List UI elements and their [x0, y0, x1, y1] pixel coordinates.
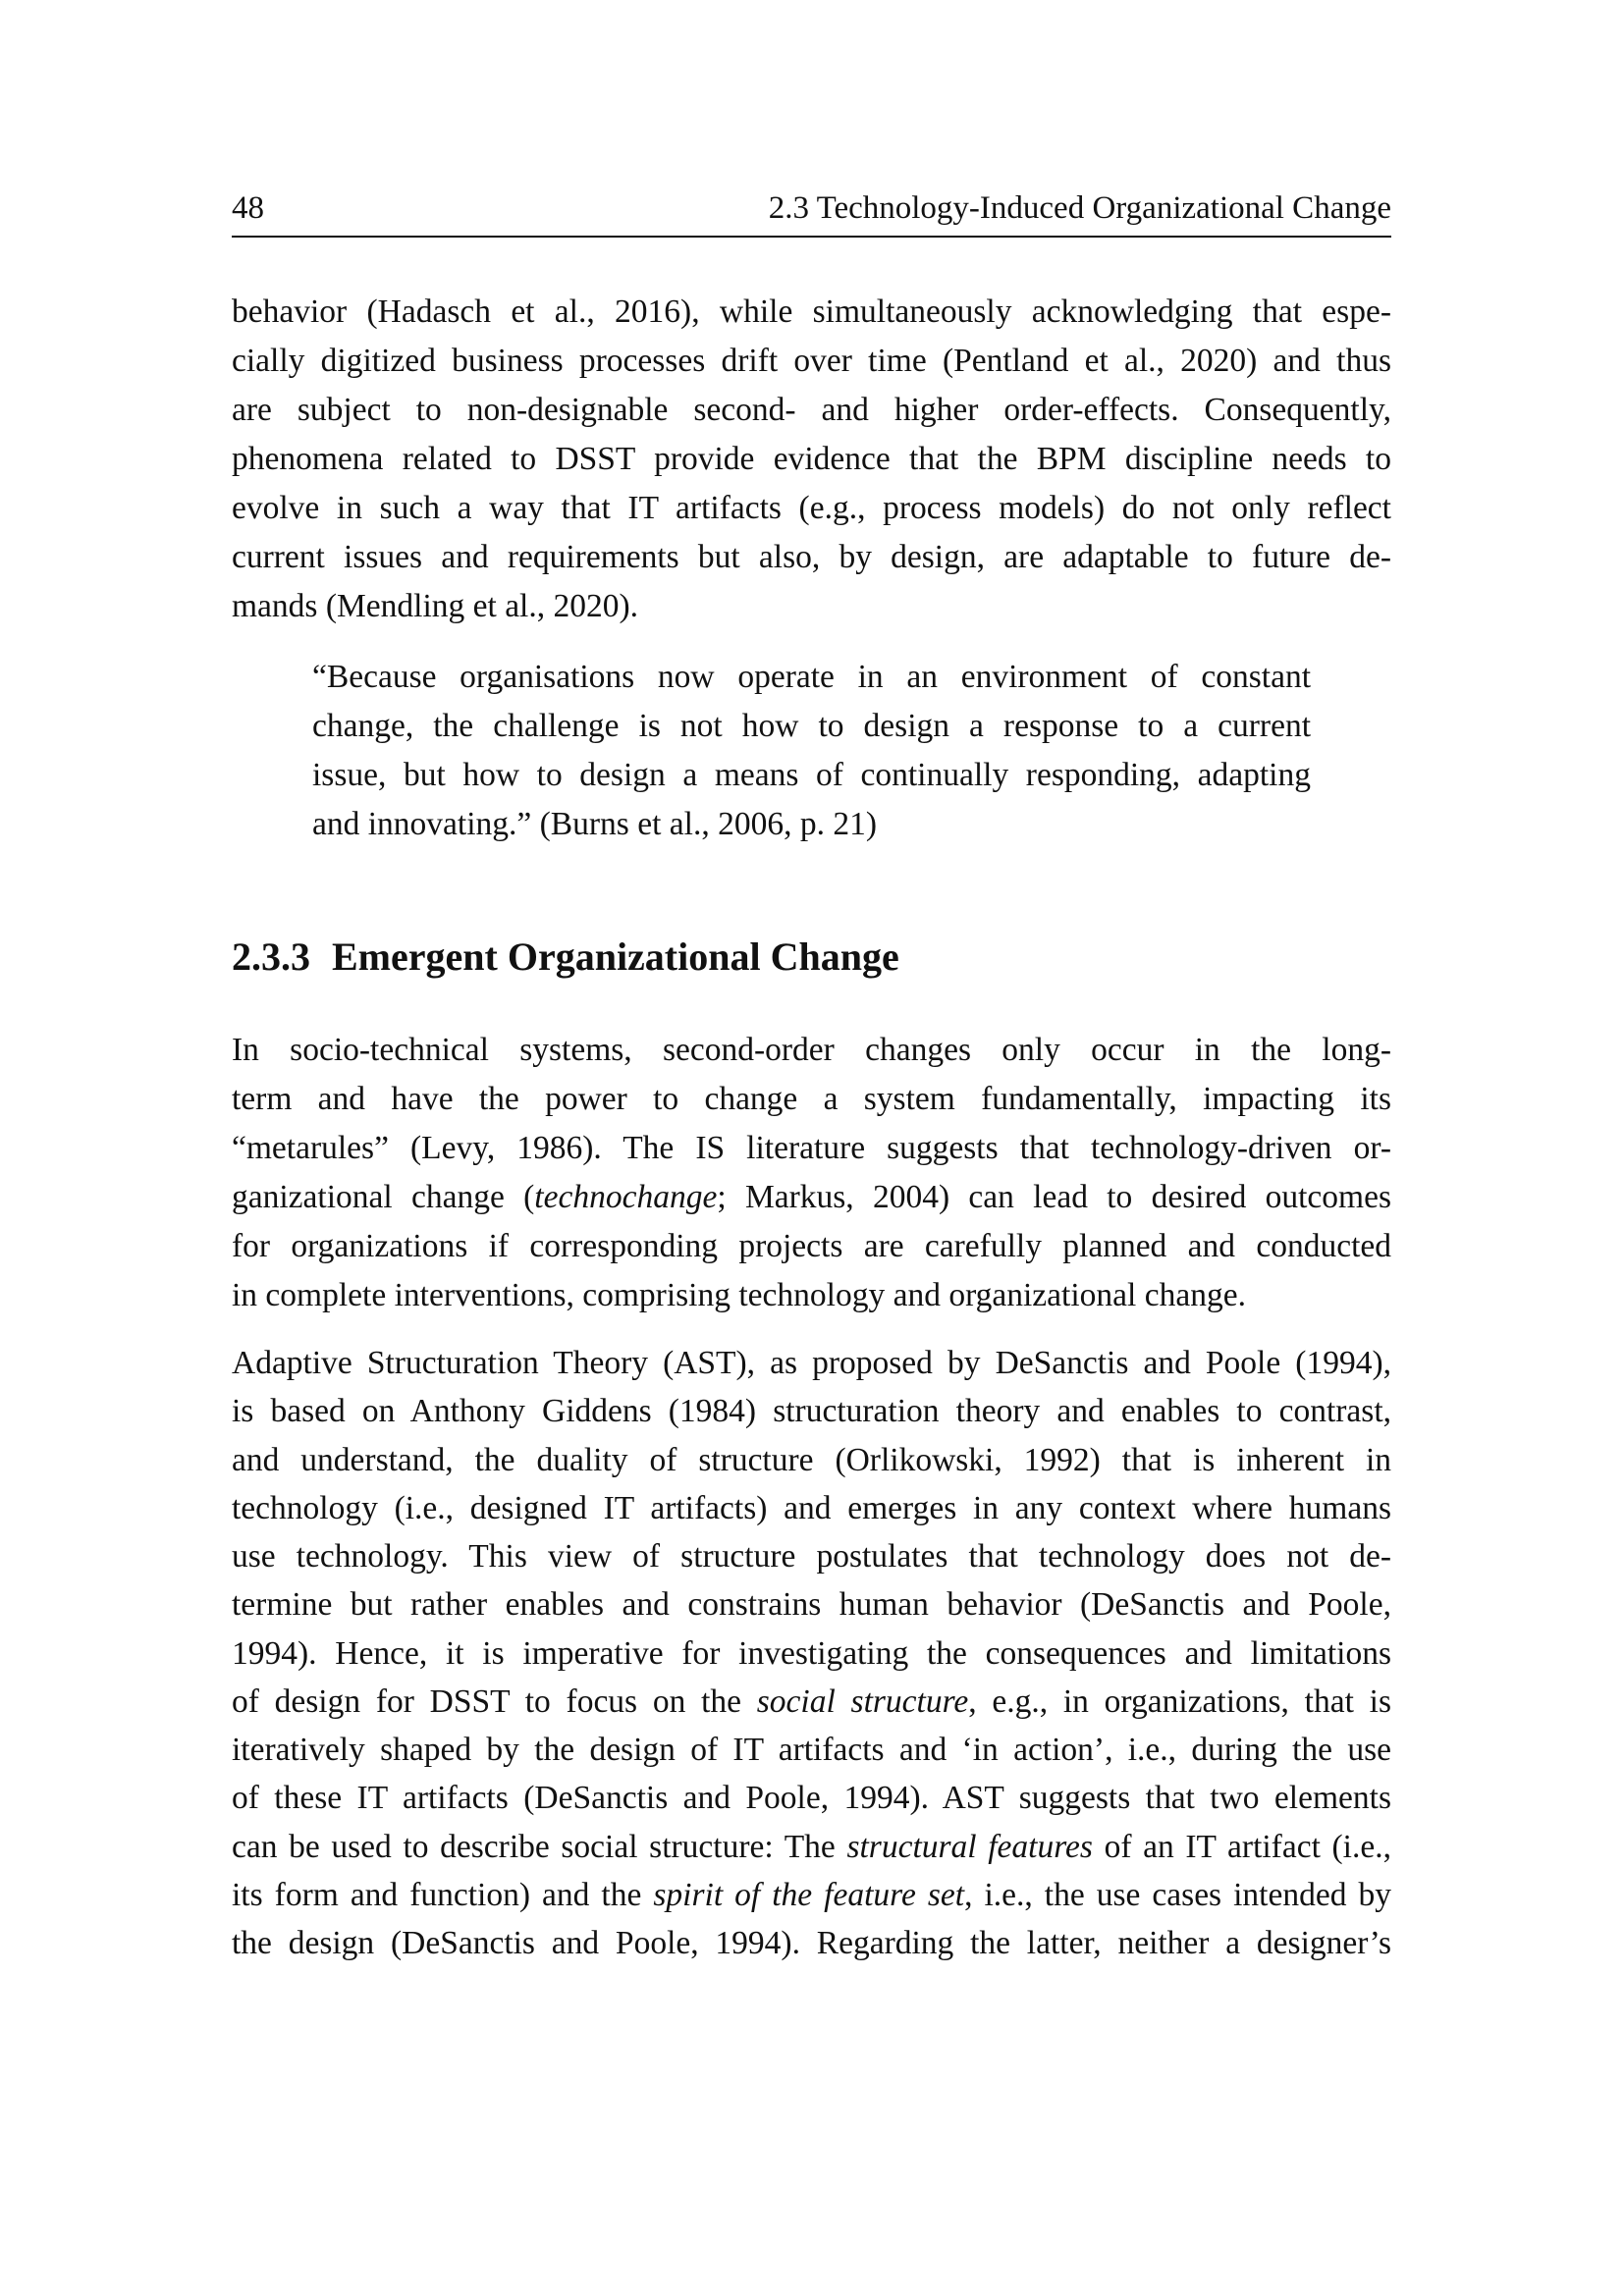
text-span: , i.e., the use cases intended by: [964, 1877, 1391, 1913]
quote-line: issue, but how to design a means of continually responding, adapting: [312, 757, 1311, 793]
running-section-title: 2.3 Technology-Induced Organizational Change: [768, 190, 1391, 226]
emphasis-term: technochange: [534, 1179, 718, 1215]
text-line: current issues and requirements but also, by design, are adaptable to future de-: [232, 539, 1391, 575]
section-heading: [232, 934, 899, 979]
text-line: technology (i.e., designed IT artifacts) and emerges in any context where humans: [232, 1490, 1391, 1526]
text-span: can be used to describe social structure: The: [232, 1829, 847, 1865]
text-line: termine but rather enables and constrains human behavior (DeSanctis and Poole,: [232, 1586, 1391, 1623]
section-number: 2.3.3: [232, 934, 310, 979]
text-line: evolve in such a way that IT artifacts (e.g., process models) do not only reflect: [232, 490, 1391, 526]
text-line: “metarules” (Levy, 1986). The IS literature suggests that technology-driven or-: [232, 1130, 1391, 1166]
running-header: [232, 192, 1391, 238]
text-line: the design (DeSanctis and Poole, 1994). Regarding the latter, neither a designer’s: [232, 1925, 1391, 1961]
text-line: term and have the power to change a system fundamentally, impacting its: [232, 1081, 1391, 1117]
text-line: behavior (Hadasch et al., 2016), while simultaneously acknowledging that espe-: [232, 294, 1391, 330]
text-span: of an IT artifact (i.e.,: [1092, 1829, 1391, 1865]
text-line: In socio-technical systems, second-order changes only occur in the long-: [232, 1032, 1391, 1068]
quote-line: change, the challenge is not how to design a response to a current: [312, 708, 1311, 744]
page-number: 48: [232, 190, 264, 226]
quote-line: “Because organisations now operate in an environment of constant: [312, 659, 1311, 695]
text-span: of design for DSST to focus on the: [232, 1683, 757, 1720]
emphasis-term: spirit of the feature set: [653, 1877, 965, 1913]
section-title: Emergent Organizational Change: [332, 934, 899, 979]
text-line: for organizations if corresponding projects are carefully planned and conducted: [232, 1228, 1391, 1264]
text-line: [232, 1831, 1391, 1864]
quote-line: and innovating.” (Burns et al., 2006, p. 21): [312, 806, 877, 842]
text-line: iteratively shaped by the design of IT artifacts and ‘in action’, i.e., during the use: [232, 1732, 1391, 1768]
text-line: [232, 1879, 1391, 1912]
text-line: is based on Anthony Giddens (1984) structuration theory and enables to contrast,: [232, 1393, 1391, 1429]
text-line: [232, 1685, 1391, 1719]
text-line: and understand, the duality of structure (Orlikowski, 1992) that is inherent in: [232, 1442, 1391, 1478]
text-span: , e.g., in organizations, that is: [968, 1683, 1391, 1720]
text-line: use technology. This view of structure postulates that technology does not de-: [232, 1538, 1391, 1575]
text-span: ; Markus, 2004) can lead to desired outcomes: [717, 1179, 1392, 1215]
text-span: ganizational change (: [232, 1179, 535, 1215]
text-line: phenomena related to DSST provide evidence that the BPM discipline needs to: [232, 441, 1391, 477]
text-line: mands (Mendling et al., 2020).: [232, 588, 639, 624]
text-line: are subject to non-designable second- and higher order-effects. Consequently,: [232, 392, 1391, 428]
text-line: in complete interventions, comprising technology and organizational change.: [232, 1277, 1246, 1313]
text-line: of these IT artifacts (DeSanctis and Poole, 1994). AST suggests that two elements: [232, 1780, 1391, 1816]
emphasis-term: structural features: [846, 1829, 1093, 1865]
text-line: cially digitized business processes drift over time (Pentland et al., 2020) and thus: [232, 343, 1391, 379]
text-span: its form and function) and the: [232, 1877, 654, 1913]
text-line: Adaptive Structuration Theory (AST), as proposed by DeSanctis and Poole (1994),: [232, 1345, 1391, 1381]
emphasis-term: social structure: [756, 1683, 969, 1720]
text-line: [232, 1181, 1391, 1214]
text-line: 1994). Hence, it is imperative for investigating the consequences and limitations: [232, 1635, 1391, 1672]
